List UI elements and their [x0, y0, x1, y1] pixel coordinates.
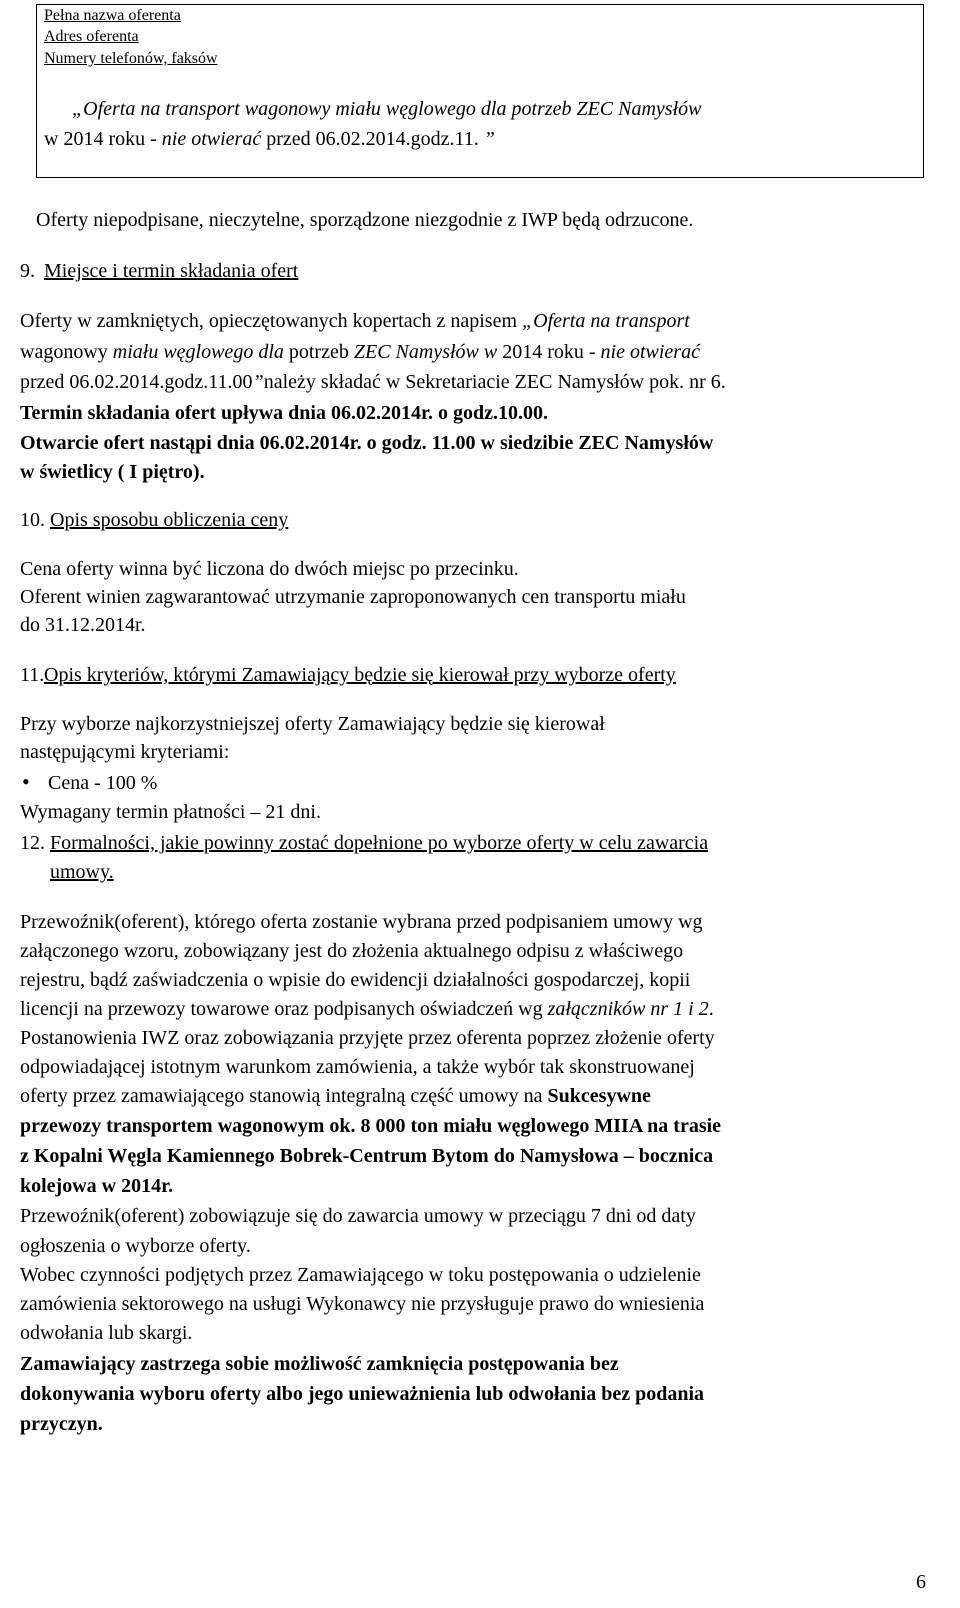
- bidder-name-label: Pełna nazwa oferenta: [44, 7, 181, 24]
- contract-signing-line1: Przewoźnik(oferent) zobowiązuje się do zawarcia umowy w przeciągu 7 dni od daty: [20, 1205, 696, 1227]
- provisions-line4: przewozy transportem wagonowym ok. 8 000 ton miału węglowego MIIA na trasie: [20, 1115, 722, 1137]
- reservation-line2: dokonywania wyboru oferty albo jego unieważnienia lub odwołania bez podania: [20, 1383, 704, 1405]
- section-11-text-line2: następującymi kryteriami:: [20, 741, 230, 763]
- formalities-line3: rejestru, bądź zaświadczenia o wpisie do ewidencji działalności gospodarczej, kopii: [20, 969, 691, 991]
- envelope-inscription-line1: „Oferta na transport wagonowy miału węglowego dla potrzeb ZEC Namysłów: [72, 98, 702, 120]
- no-appeal-line2: zamówienia sektorowego na usługi Wykonawcy nie przysługuje prawo do wniesienia: [20, 1293, 705, 1315]
- opening-info-line1: Otwarcie ofert nastąpi dnia 06.02.2014r. o godz. 11.00 w siedzibie ZEC Namysłów: [20, 432, 714, 454]
- reservation-line1: Zamawiający zastrzega sobie możliwość zamknięcia postępowania bez: [20, 1353, 619, 1375]
- section-9-number: 9.: [20, 260, 35, 282]
- submission-deadline: Termin składania ofert upływa dnia 06.02.2014r. o godz.10.00.: [20, 402, 549, 424]
- formalities-line4: licencji na przewozy towarowe oraz podpisanych oświadczeń wg załączników nr 1 i 2.: [20, 998, 714, 1020]
- section-10-number: 10.: [20, 509, 45, 531]
- section-12-number: 12.: [20, 832, 45, 854]
- bidder-phone-label: Numery telefonów, faksów: [44, 50, 218, 67]
- bullet-icon: •: [22, 769, 30, 794]
- formalities-line1: Przewoźnik(oferent), którego oferta zostanie wybrana przed podpisaniem umowy wg: [20, 911, 703, 933]
- section-12-heading-line1: Formalności, jakie powinny zostać dopełnione po wyborze oferty w celu zawarcia: [50, 832, 709, 854]
- provisions-line5: z Kopalni Węgla Kamiennego Bobrek-Centrum Bytom do Namysłowa – bocznica: [20, 1145, 714, 1167]
- formalities-line2: załączonego wzoru, zobowiązany jest do złożenia aktualnego odpisu z właściwego: [20, 940, 684, 962]
- section-10-text-line2: Oferent winien zagwarantować utrzymanie zaproponowanych cen transportu miału: [20, 586, 686, 608]
- criterion-price: Cena - 100 %: [48, 772, 158, 794]
- provisions-line3: oferty przez zamawiającego stanowią integralną część umowy na Sukcesywne: [20, 1085, 651, 1107]
- envelope-label-box: [36, 4, 924, 178]
- provisions-line6: kolejowa w 2014r.: [20, 1175, 174, 1197]
- section-11-heading: Opis kryteriów, którymi Zamawiający będzie się kierował przy wyborze oferty: [44, 664, 676, 686]
- section-9-text-line2: wagonowy miału węglowego dla potrzeb ZEC Namysłów w 2014 roku - nie otwierać: [20, 341, 700, 363]
- section-10-heading: Opis sposobu obliczenia ceny: [50, 509, 289, 531]
- contract-signing-line2: ogłoszenia o wyborze oferty.: [20, 1235, 251, 1257]
- section-9-heading: Miejsce i termin składania ofert: [44, 260, 299, 282]
- section-10-text-line1: Cena oferty winna być liczona do dwóch miejsc po przecinku.: [20, 558, 519, 580]
- provisions-line2: odpowiadającej istotnym warunkom zamówienia, a także wybór tak skonstruowanej: [20, 1056, 695, 1078]
- page-number: 6: [916, 1571, 926, 1593]
- envelope-inscription-line2: w 2014 roku - nie otwierać przed 06.02.2014.godz.11. ”: [44, 128, 495, 150]
- no-appeal-line3: odwołania lub skargi.: [20, 1322, 193, 1344]
- rejection-note: Oferty niepodpisane, nieczytelne, sporządzone niezgodnie z IWP będą odrzucone.: [36, 209, 694, 231]
- payment-term: Wymagany termin płatności – 21 dni.: [20, 801, 321, 823]
- no-appeal-line1: Wobec czynności podjętych przez Zamawiającego w toku postępowania o udzielenie: [20, 1264, 701, 1286]
- bidder-address-label: Adres oferenta: [44, 28, 139, 45]
- section-11-text-line1: Przy wyborze najkorzystniejszej oferty Zamawiający będzie się kierował: [20, 713, 605, 735]
- section-10-text-line3: do 31.12.2014r.: [20, 614, 146, 636]
- section-12-heading-line2: umowy.: [50, 861, 114, 883]
- section-11-number: 11.: [20, 664, 45, 686]
- section-9-text-line1: Oferty w zamkniętych, opieczętowanych kopertach z napisem „Oferta na transport: [20, 310, 690, 332]
- section-9-text-line3: przed 06.02.2014.godz.11.00”należy składać w Sekretariacie ZEC Namysłów pok. nr 6.: [20, 371, 726, 393]
- reservation-line3: przyczyn.: [20, 1413, 103, 1435]
- provisions-line1: Postanowienia IWZ oraz zobowiązania przyjęte przez oferenta poprzez złożenie oferty: [20, 1027, 715, 1049]
- opening-info-line2: w świetlicy ( I piętro).: [20, 461, 205, 483]
